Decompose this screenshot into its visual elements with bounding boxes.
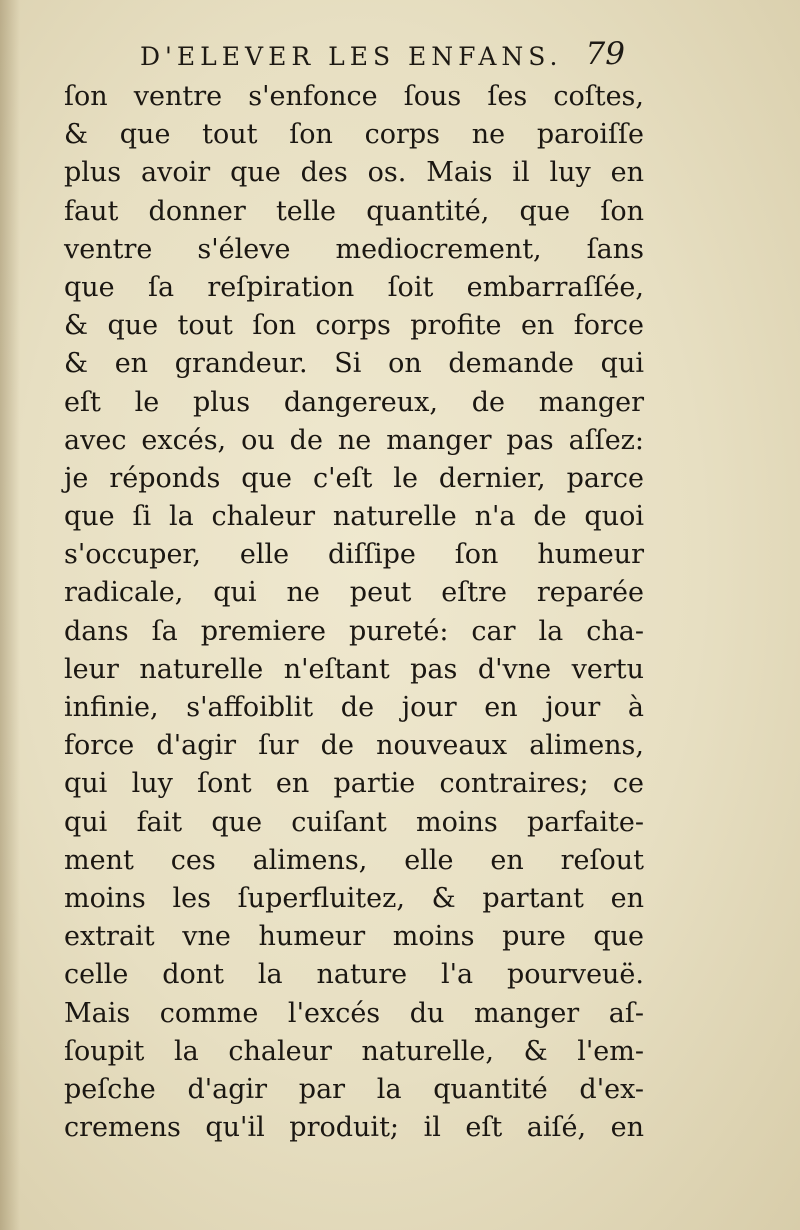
- page-number: 79: [585, 36, 625, 72]
- text-line: ventre s'éleve mediocrement, ſans: [64, 233, 644, 265]
- running-head: D'ELEVER LES ENFANS.: [140, 42, 563, 71]
- text-line: radicale, qui ne peut eſtre reparée: [64, 577, 644, 609]
- text-line: & que tout ſon corps ne paroiſſe: [64, 119, 644, 151]
- text-line: je réponds que c'eſt le dernier, parce: [64, 462, 644, 494]
- text-line: leur naturelle n'eſtant pas d'vne vertu: [64, 653, 644, 685]
- text-line: extrait vne humeur moins pure que: [64, 921, 644, 953]
- page-header: [0, 36, 800, 80]
- text-line: cremens qu'il produit; il eſt aiſé, en: [64, 1112, 644, 1144]
- text-line: infinie, s'affoiblit de jour en jour à: [64, 692, 644, 723]
- text-line: que ſi la chaleur naturelle n'a de quoi: [64, 501, 644, 533]
- text-line: & en grandeur. Si on demande qui: [64, 348, 644, 380]
- text-line: force d'agir ſur de nouveaux alimens,: [64, 730, 644, 762]
- text-line: qui luy ſont en partie contraires; ce: [64, 768, 644, 800]
- text-line: eſt le plus dangereux, de manger: [64, 386, 644, 418]
- text-line: avec excés, ou de ne manger pas aſſez:: [64, 424, 644, 456]
- text-line: qui fait que cuiſant moins parfaite-: [64, 806, 644, 838]
- text-line: ſoupit la chaleur naturelle, & l'em-: [64, 1035, 644, 1067]
- text-line: Mais comme l'excés du manger aſ-: [64, 997, 644, 1029]
- text-line: celle dont la nature l'a pourveuë.: [64, 959, 644, 991]
- text-line: ment ces alimens, elle en reſout: [64, 844, 644, 876]
- text-line: que ſa reſpiration ſoit embarraſſée,: [64, 271, 644, 303]
- text-line: & que tout ſon corps profite en force: [64, 310, 644, 342]
- text-line: ſon ventre s'enfonce ſous ſes coſtes,: [64, 81, 644, 112]
- text-line: peſche d'agir par la quantité d'ex-: [64, 1073, 644, 1105]
- text-line: s'occuper, elle diſſipe ſon humeur: [64, 539, 644, 571]
- gutter-shadow: [0, 0, 20, 1230]
- text-line: dans ſa premiere pureté: car la cha-: [64, 615, 644, 647]
- text-line: moins les ſuperfluitez, & partant en: [64, 882, 644, 914]
- body-text: [64, 78, 644, 1147]
- text-line: faut donner telle quantité, que ſon: [64, 195, 644, 227]
- text-line: plus avoir que des os. Mais il luy en: [64, 157, 644, 189]
